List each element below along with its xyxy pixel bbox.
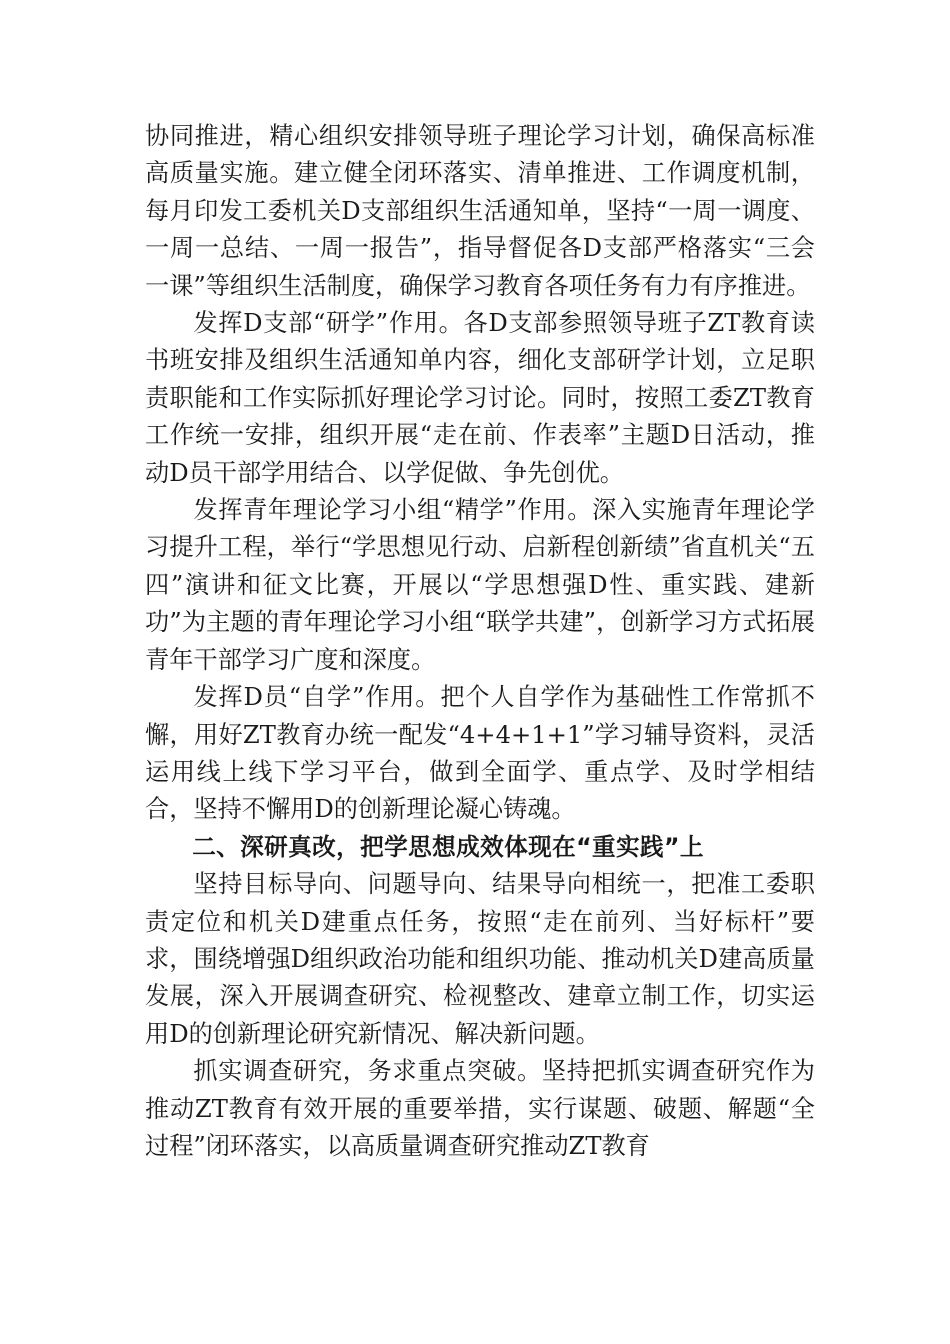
body-paragraph: 协同推进，精心组织安排领导班子理论学习计划，确保高标准高质量实施。建立健全闭环落实、清单推进、工作调度机制，每月印发工委机关D支部组织生活通知单，坚持“一周一调度、一周一总结、一周一报告”，指导督促各D支部严格落实“三会一课”等组织生活制度，确保学习教育各项任务有力有序推进。: [145, 122, 815, 300]
body-paragraph: 坚持目标导向、问题导向、结果导向相统一，把准工委职责定位和机关D建重点任务，按照“走在前列、当好标杆”要求，围绕增强D组织政治功能和组织功能、推动机关D建高质量发展，深入开展调查研究、检视整改、建章立制工作，切实运用D的创新理论研究新情况、解决新问题。: [145, 870, 815, 1048]
body-paragraph: 抓实调查研究，务求重点突破。坚持把抓实调查研究作为推动ZT教育有效开展的重要举措，实行谋题、破题、解题“全过程”闭环落实，以高质量调查研究推动ZT教育: [145, 1057, 815, 1160]
body-paragraph: 发挥D员“自学”作用。把个人自学作为基础性工作常抓不懈，用好ZT教育办统一配发“4+4+1+1”学习辅导资料，灵活运用线上线下学习平台，做到全面学、重点学、及时学相结合，坚持不懈用D的创新理论凝心铸魂。: [145, 683, 815, 824]
body-paragraph: 发挥D支部“研学”作用。各D支部参照领导班子ZT教育读书班安排及组织生活通知单内容，细化支部研学计划，立足职责职能和工作实际抓好理论学习讨论。同时，按照工委ZT教育工作统一安排，组织开展“走在前、作表率”主题D日活动，推动D员干部学用结合、以学促做、争先创优。: [145, 309, 815, 487]
section-heading: 二、深研真改，把学思想成效体现在“重实践”上: [192, 832, 704, 861]
body-paragraph: 发挥青年理论学习小组“精学”作用。深入实施青年理论学习提升工程，举行“学思想见行动、启新程创新绩”省直机关“五四”演讲和征文比赛，开展以“学思想强D性、重实践、建新功”为主题的青年理论学习小组“联学共建”，创新学习方式拓展青年干部学习广度和深度。: [145, 496, 815, 674]
document-body: [145, 118, 815, 1165]
